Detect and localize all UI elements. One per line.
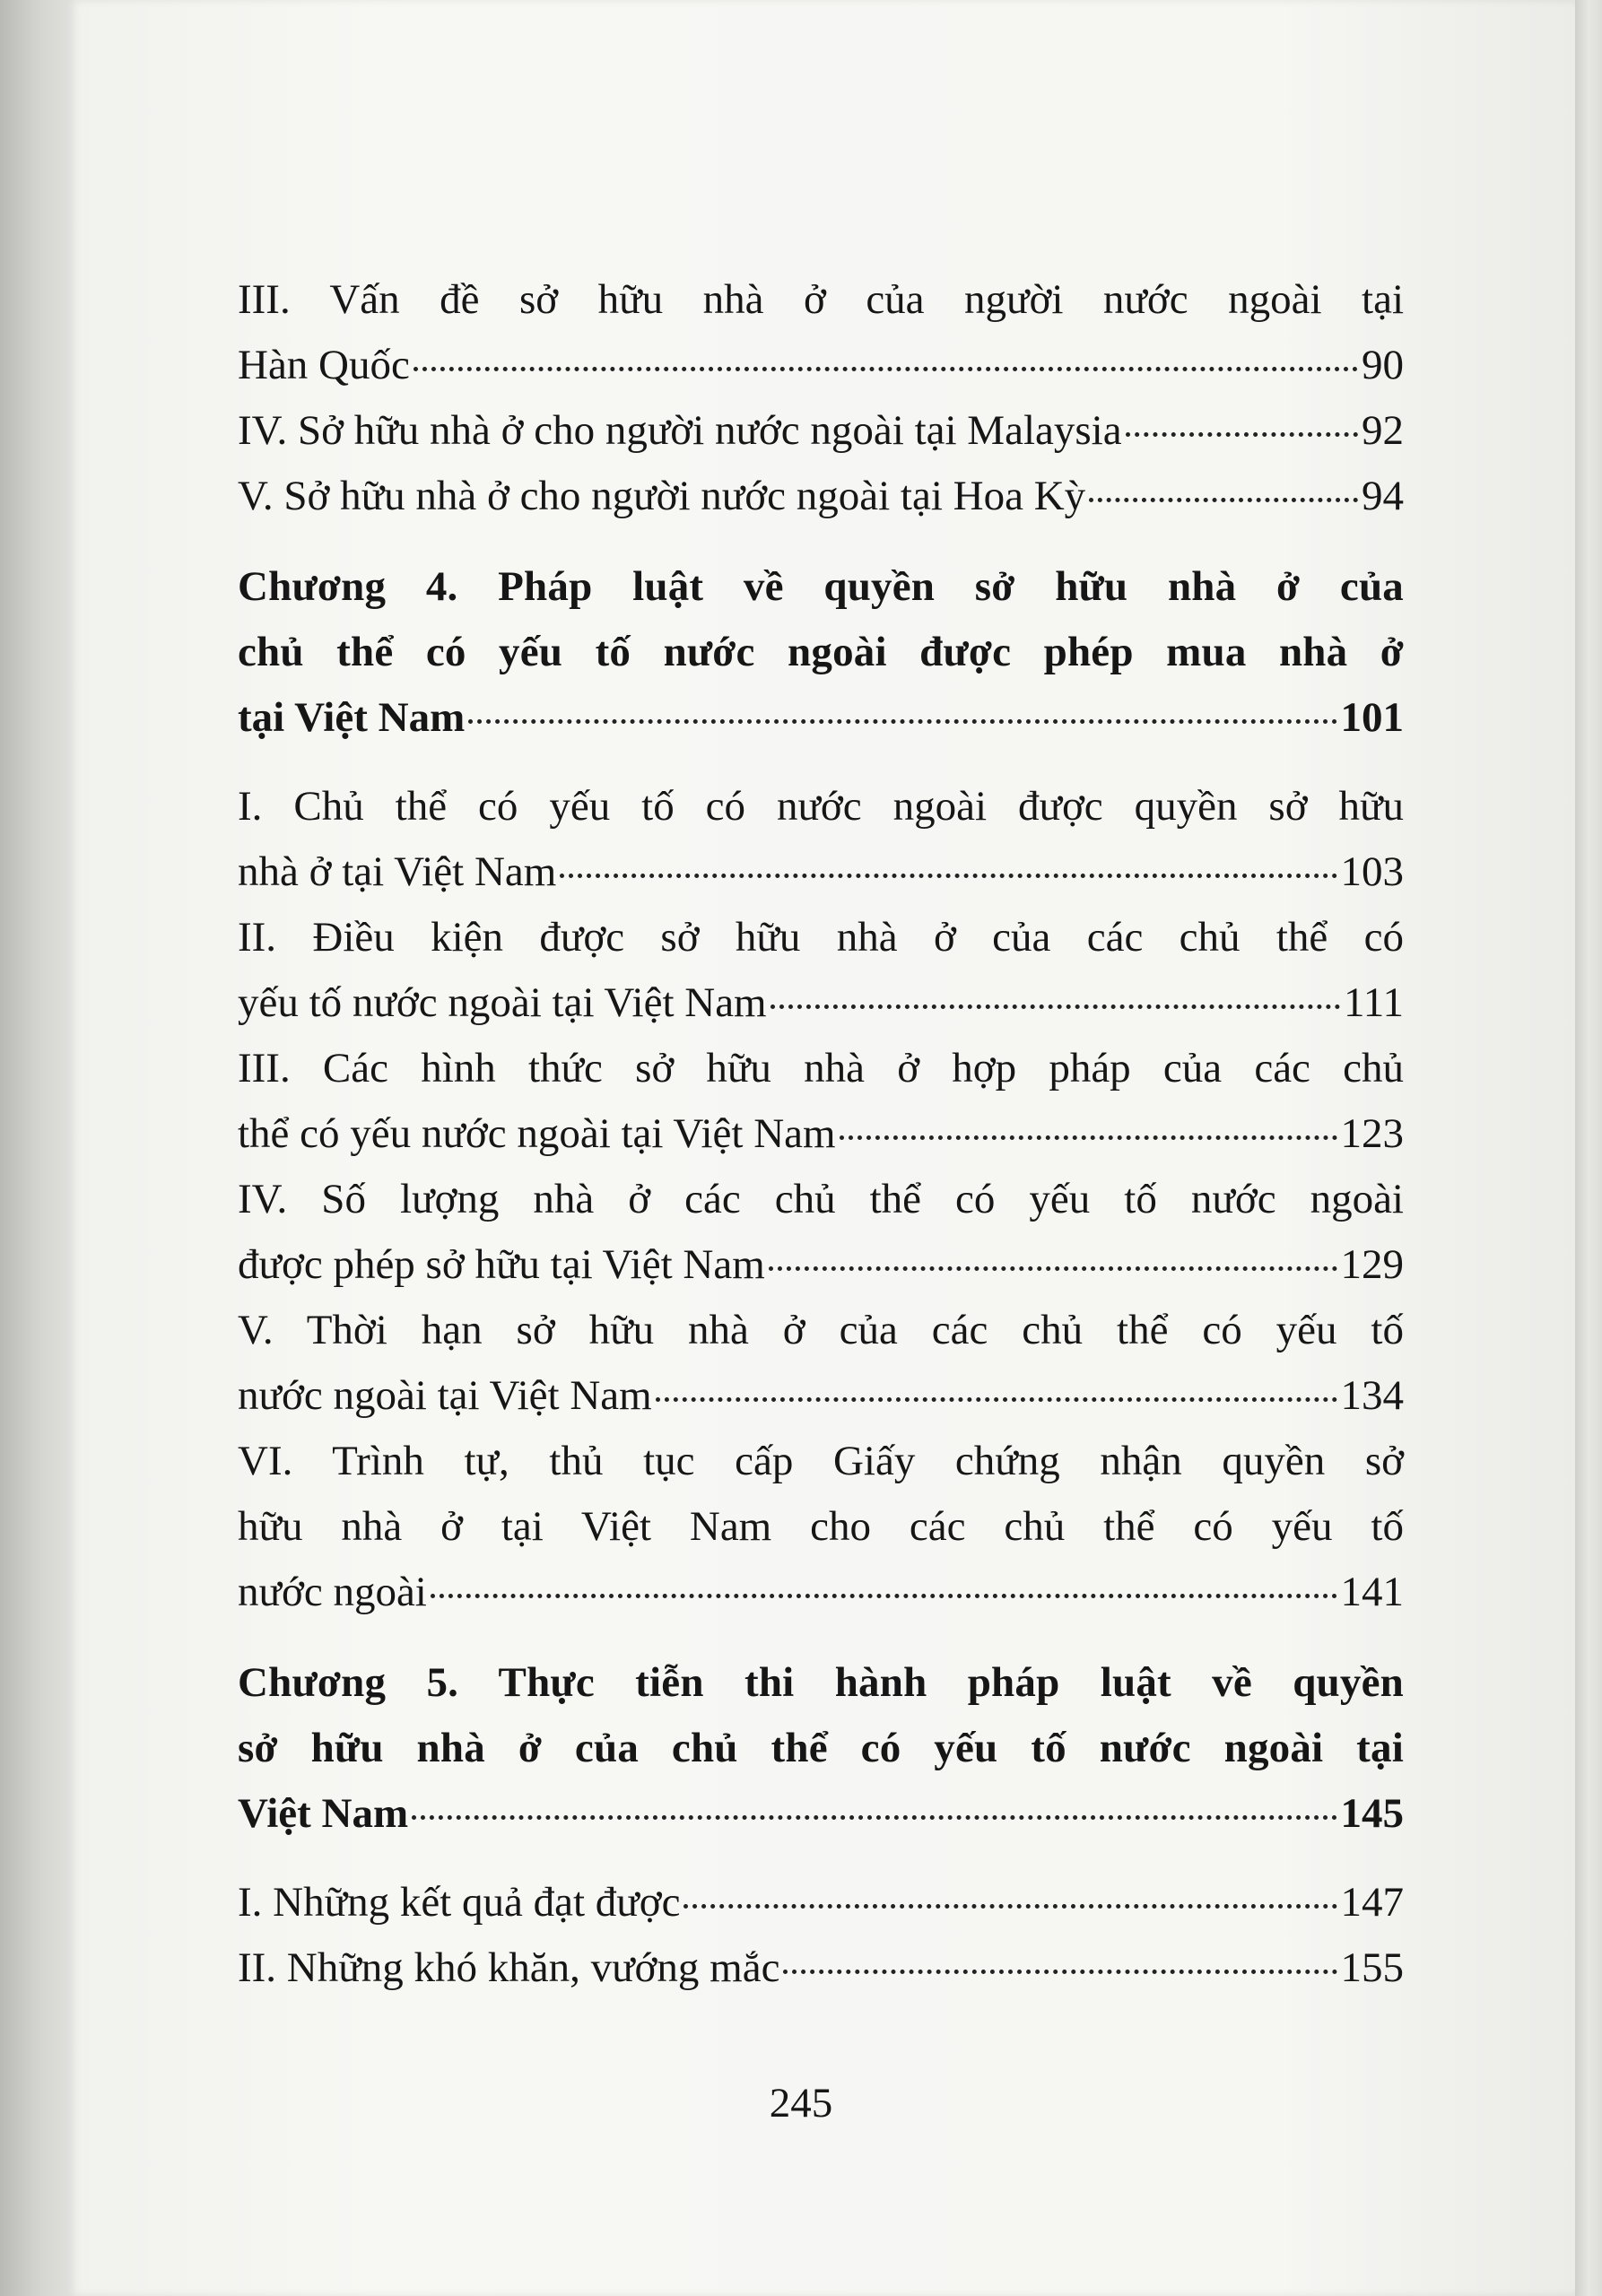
- toc-section-entry: [238, 398, 1404, 464]
- toc-entry-title: tại Việt Nam: [238, 694, 466, 741]
- toc-entry-line: III. Vấn đề sở hữu nhà ở của người nước ngoài tại: [238, 276, 1404, 323]
- page-number: 245: [769, 2080, 833, 2126]
- toc-chapter-entry: [238, 1650, 1404, 1847]
- toc-page-ref: 103: [1340, 848, 1404, 895]
- toc-leader-row: [238, 685, 1404, 751]
- toc-page-ref: 147: [1340, 1879, 1404, 1926]
- toc-page-ref: 101: [1340, 694, 1404, 741]
- toc-section-entry: [238, 1935, 1404, 2001]
- toc-entry-line: II. Điều kiện được sở hữu nhà ở của các chủ thể có: [238, 914, 1404, 961]
- toc-leader-row: [238, 1781, 1404, 1847]
- dot-leader: [412, 1815, 1336, 1820]
- toc-page-ref: 141: [1340, 1569, 1404, 1615]
- toc-page-ref: 111: [1343, 979, 1404, 1026]
- toc-page-ref: 123: [1340, 1110, 1404, 1157]
- toc-entry-line: sở hữu nhà ở của chủ thể có yếu tố nước ngoài tại: [238, 1725, 1404, 1771]
- toc-entry-line: V. Thời hạn sở hữu nhà ở của các chủ thể có yếu tố: [238, 1307, 1404, 1353]
- toc-page-ref: 145: [1340, 1790, 1404, 1837]
- toc-section-entry: [238, 1167, 1404, 1298]
- toc-entry-line: Chương 4. Pháp luật về quyền sở hữu nhà ở của: [238, 563, 1404, 610]
- toc-leader-row: [238, 1232, 1404, 1298]
- toc-entry-line: III. Các hình thức sở hữu nhà ở hợp pháp của các chủ: [238, 1045, 1404, 1091]
- book-gutter: [0, 0, 68, 2296]
- dot-leader: [1126, 432, 1358, 437]
- dot-leader: [840, 1135, 1337, 1140]
- page-edge: [1575, 0, 1602, 2296]
- toc-page-ref: 94: [1362, 473, 1404, 519]
- toc-entry-line: hữu nhà ở tại Việt Nam cho các chủ thể có yếu tố: [238, 1503, 1404, 1550]
- toc-entry-title: nước ngoài tại Việt Nam: [238, 1372, 652, 1419]
- toc-entry-line: chủ thể có yếu tố nước ngoài được phép mua nhà ở: [238, 629, 1404, 675]
- toc-page-ref: 129: [1340, 1241, 1404, 1288]
- toc-section-entry: [238, 905, 1404, 1036]
- toc-entry-title: I. Những kết quả đạt được: [238, 1879, 681, 1926]
- dot-leader: [1089, 498, 1358, 502]
- toc-entry-title: V. Sở hữu nhà ở cho người nước ngoài tại Hoa Kỳ: [238, 473, 1086, 519]
- toc-entry-title: nhà ở tại Việt Nam: [238, 848, 557, 895]
- toc-leader-row: [238, 398, 1404, 464]
- dot-leader: [414, 367, 1358, 371]
- toc-entry-title: thể có yếu nước ngoài tại Việt Nam: [238, 1110, 836, 1157]
- toc-leader-row: [238, 839, 1404, 905]
- toc-entry-title: Hàn Quốc: [238, 342, 410, 388]
- toc-page-ref: 155: [1340, 1944, 1404, 1991]
- dot-leader: [431, 1594, 1337, 1598]
- toc-entry-title: được phép sở hữu tại Việt Nam: [238, 1241, 765, 1288]
- toc-section-entry: [238, 1870, 1404, 1935]
- toc-entry-title: yếu tố nước ngoài tại Việt Nam: [238, 979, 767, 1026]
- toc-entry-title: Việt Nam: [238, 1790, 409, 1837]
- dot-leader: [656, 1397, 1337, 1402]
- toc-entry-title: IV. Sở hữu nhà ở cho người nước ngoài tại Malaysia: [238, 407, 1122, 454]
- dot-leader: [683, 1904, 1336, 1909]
- dot-leader: [468, 719, 1336, 724]
- dot-leader: [783, 1970, 1336, 1974]
- table-of-contents: [238, 267, 1404, 2001]
- toc-entry-line: VI. Trình tự, thủ tục cấp Giấy chứng nhận quyền sở: [238, 1438, 1404, 1484]
- toc-section-entry: [238, 1429, 1404, 1625]
- toc-entry-line: IV. Số lượng nhà ở các chủ thể có yếu tố nước ngoài: [238, 1176, 1404, 1222]
- toc-leader-row: [238, 1870, 1404, 1935]
- toc-page-ref: 92: [1362, 407, 1404, 454]
- toc-leader-row: [238, 1560, 1404, 1625]
- toc-leader-row: [238, 333, 1404, 398]
- toc-entry-line: I. Chủ thể có yếu tố có nước ngoài được quyền sở hữu: [238, 783, 1404, 830]
- toc-section-entry: [238, 1036, 1404, 1167]
- toc-entry-title: nước ngoài: [238, 1569, 427, 1615]
- toc-leader-row: [238, 464, 1404, 529]
- toc-page-ref: 90: [1362, 342, 1404, 388]
- toc-entry-line: Chương 5. Thực tiễn thi hành pháp luật về quyền: [238, 1659, 1404, 1706]
- toc-leader-row: [238, 1101, 1404, 1167]
- toc-leader-row: [238, 1935, 1404, 2001]
- toc-section-entry: [238, 1298, 1404, 1429]
- dot-leader: [771, 1004, 1340, 1009]
- toc-section-entry: [238, 267, 1404, 398]
- toc-section-entry: [238, 464, 1404, 529]
- toc-entry-title: II. Những khó khăn, vướng mắc: [238, 1944, 780, 1991]
- toc-page-ref: 134: [1340, 1372, 1404, 1419]
- dot-leader: [769, 1266, 1337, 1271]
- toc-leader-row: [238, 970, 1404, 1036]
- toc-section-entry: [238, 774, 1404, 905]
- dot-leader: [560, 874, 1336, 878]
- toc-leader-row: [238, 1363, 1404, 1429]
- toc-chapter-entry: [238, 554, 1404, 751]
